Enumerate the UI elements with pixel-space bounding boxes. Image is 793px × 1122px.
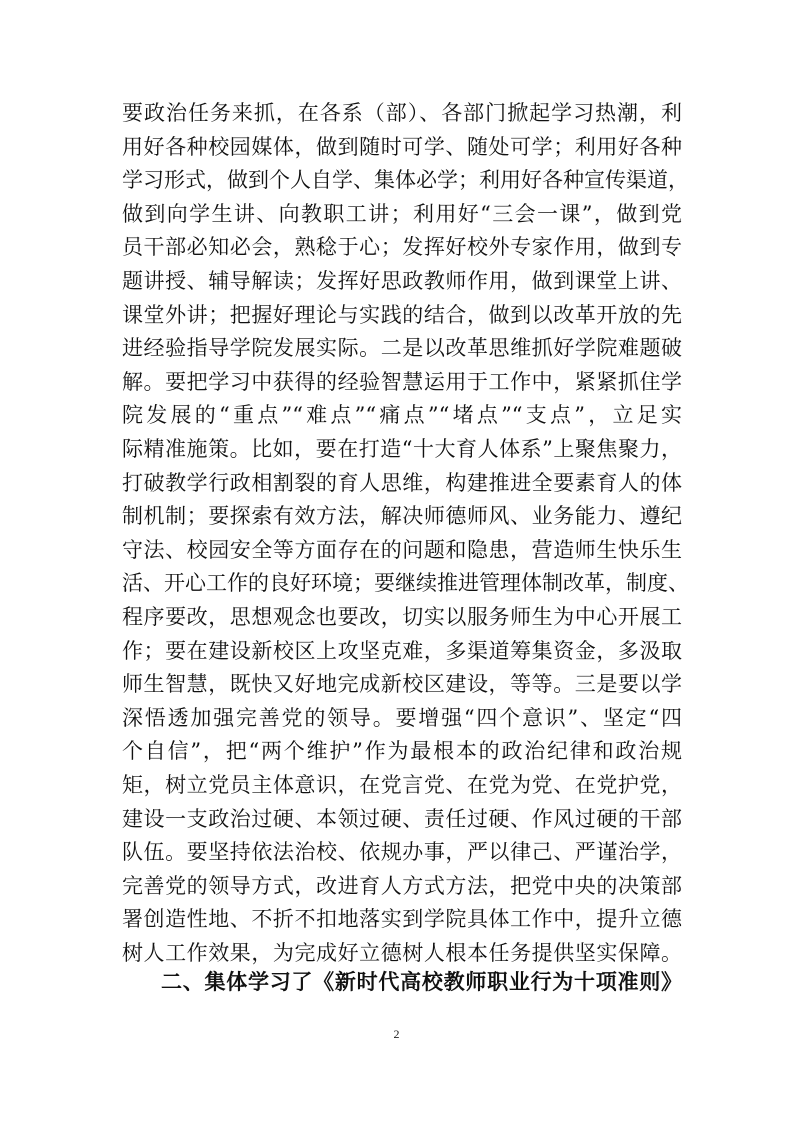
body-line: 深悟透加强完善党的领导。要增强“四个意识”、坚定“四 bbox=[122, 705, 682, 730]
body-line: 建设一支政治过硬、本领过硬、责任过硬、作风过硬的干部 bbox=[122, 806, 682, 831]
body-line: 矩，树立党员主体意识，在党言党、在党为党、在党护党， bbox=[122, 773, 682, 797]
body-line: 院发展的“重点”“难点”“痛点”“堵点”“支点”，立足实 bbox=[122, 403, 682, 428]
body-line: 制机制；要探索有效方法，解决师德师风、业务能力、遵纪 bbox=[122, 504, 682, 529]
body-line: 解。要把学习中获得的经验智慧运用于工作中，紧紧抓住学 bbox=[122, 369, 682, 394]
body-line: 题讲授、辅导解读；发挥好思政教师作用，做到课堂上讲、 bbox=[122, 269, 682, 293]
body-line: 活、开心工作的良好环境；要继续推进管理体制改革，制度、 bbox=[122, 571, 689, 596]
body-line: 打破教学行政相割裂的育人思维，构建推进全要素育人的体 bbox=[122, 470, 682, 495]
body-line: 个自信”，把“两个维护”作为最根本的政治纪律和政治规 bbox=[122, 739, 682, 764]
body-line: 作；要在建设新校区上攻坚克难，多渠道筹集资金，多汲取 bbox=[122, 638, 682, 663]
body-line: 完善党的领导方式，改进育人方式方法，把党中央的决策部 bbox=[122, 873, 682, 898]
body-line: 做到向学生讲、向教职工讲；利用好“三会一课”，做到党 bbox=[122, 201, 682, 226]
page-number: 2 bbox=[393, 1027, 400, 1041]
body-line: 师生智慧，既快又好地完成新校区建设，等等。三是要以学 bbox=[122, 672, 682, 697]
body-line: 际精准施策。比如，要在打造“十大育人体系”上聚焦聚力， bbox=[122, 437, 682, 461]
body-line: 学习形式，做到个人自学、集体必学；利用好各种宣传渠道， bbox=[122, 168, 689, 193]
body-line: 树人工作效果，为完成好立德树人根本任务提供坚实保障。 bbox=[122, 941, 682, 965]
section-heading: 二、集体学习了《新时代高校教师职业行为十项准则》 bbox=[161, 969, 682, 994]
body-line: 要政治任务来抓，在各系（部）、各部门掀起学习热潮，利 bbox=[122, 101, 682, 125]
body-line: 课堂外讲；把握好理论与实践的结合，做到以改革开放的先 bbox=[122, 302, 682, 327]
body-line: 署创造性地、不折不扣地落实到学院具体工作中，提升立德 bbox=[122, 907, 682, 932]
body-line: 队伍。要坚持依法治校、依规办事，严以律己、严谨治学， bbox=[122, 840, 682, 865]
body-line: 员干部必知必会，熟稔于心；发挥好校外专家作用，做到专 bbox=[122, 235, 682, 260]
body-line: 进经验指导学院发展实际。二是以改革思维抓好学院难题破 bbox=[122, 336, 682, 361]
body-line: 用好各种校园媒体，做到随时可学、随处可学；利用好各种 bbox=[122, 134, 682, 159]
body-line: 守法、校园安全等方面存在的问题和隐患，营造师生快乐生 bbox=[122, 537, 682, 562]
body-line: 程序要改，思想观念也要改，切实以服务师生为中心开展工 bbox=[122, 605, 682, 629]
